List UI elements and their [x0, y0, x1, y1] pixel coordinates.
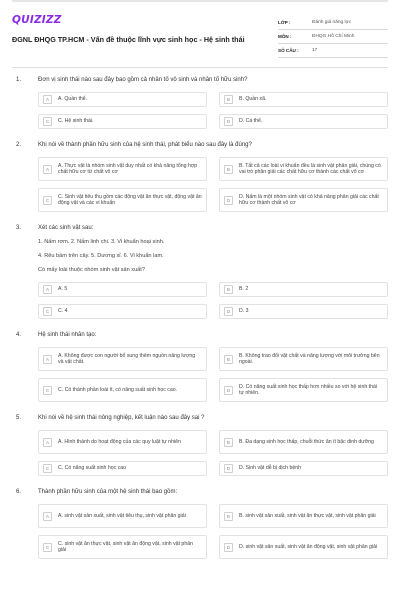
- option-grid: [16, 347, 388, 402]
- option-b[interactable]: [219, 282, 388, 297]
- question-5: [16, 414, 388, 476]
- option-letter-badge: D: [224, 117, 233, 126]
- meta-key: MÔN :: [278, 34, 292, 39]
- question-head: [16, 76, 388, 84]
- question-sub-line: 1. Nấm rơm. 2. Nấm linh chi. 3. Vi khuẩn hoại sinh.: [38, 239, 165, 245]
- question-number: 5.: [16, 415, 22, 421]
- option-letter-badge: A: [43, 438, 52, 447]
- meta-row-subject: [278, 30, 388, 44]
- option-b[interactable]: [219, 504, 388, 528]
- option-c[interactable]: [38, 378, 207, 402]
- option-letter-badge: C: [43, 196, 52, 205]
- question-head: [16, 331, 388, 339]
- option-c[interactable]: [38, 461, 207, 476]
- question-text: Khi nói về hệ sinh thái nông nghiệp, kết luận nào sau đây sai ?: [38, 415, 205, 421]
- option-text: B. Không trao đổi vật chất và năng lượng với môi trường bên ngoài.: [239, 352, 380, 365]
- option-letter-badge: A: [43, 95, 52, 104]
- option-text: C. Hệ sinh thái.: [58, 118, 94, 125]
- option-letter-badge: C: [43, 464, 52, 473]
- question-number: 4.: [16, 332, 22, 338]
- meta-row-question-count: [278, 44, 388, 58]
- option-b[interactable]: [219, 347, 388, 371]
- question-head: [16, 488, 388, 496]
- question-6: [16, 488, 388, 559]
- option-letter-badge: B: [224, 512, 233, 521]
- option-text: C. sinh vật ăn thực vật, sinh vật ăn động vật, sinh vật phân giải: [58, 540, 193, 553]
- option-c[interactable]: [38, 188, 207, 212]
- option-d[interactable]: [219, 535, 388, 559]
- option-c[interactable]: [38, 304, 207, 319]
- option-text: D. Sinh vật dễ bị dịch bệnh: [239, 465, 302, 472]
- option-text: A. sinh vật sản xuất, sinh vật tiêu thụ, sinh vật phân giải: [58, 512, 186, 519]
- option-text: B. Tất cả các loài vi khuẩn đều là sinh vật phân giải, chúng có vai trò phân giải các chất hữu cơ thành các chất vô cơ: [239, 162, 381, 175]
- question-number: 6.: [16, 489, 22, 495]
- option-text: D. Có năng suất sinh học thấp hơn nhiều so với hệ sinh thái tự nhiên.: [239, 383, 378, 396]
- question-text: Đơn vị sinh thái nào sau đây bao gồm cả nhân tố vô sinh và nhân tố hữu sinh?: [38, 77, 248, 83]
- meta-value: ĐHQG Hồ Chí Minh: [312, 34, 355, 39]
- option-grid: [16, 430, 388, 476]
- option-b[interactable]: [219, 92, 388, 107]
- option-text: B. 2: [239, 286, 249, 293]
- quizizz-logo: QUIZIZZ: [12, 14, 62, 26]
- option-letter-badge: D: [224, 464, 233, 473]
- option-letter-badge: A: [43, 355, 52, 364]
- question-head: [16, 414, 388, 422]
- option-letter-badge: B: [224, 355, 233, 364]
- question-number: 3.: [16, 225, 22, 231]
- option-text: A. 5: [58, 286, 68, 293]
- option-text: A. Không được con người bổ sung thêm nguồn năng lượng và vật chất.: [58, 352, 196, 365]
- option-grid: [16, 504, 388, 559]
- option-letter-badge: B: [224, 285, 233, 294]
- question-text: Hệ sinh thái nhân tạo:: [38, 332, 97, 338]
- question-1: [16, 76, 388, 129]
- option-d[interactable]: [219, 188, 388, 212]
- meta-value: Đánh giá năng lực: [312, 20, 352, 25]
- question-text: Thành phần hữu sinh của một hệ sinh thái bao gồm:: [38, 489, 178, 495]
- option-letter-badge: A: [43, 285, 52, 294]
- question-number: 1.: [16, 77, 22, 83]
- option-letter-badge: B: [224, 165, 233, 174]
- question-head: [16, 141, 388, 149]
- option-grid: [16, 157, 388, 212]
- option-letter-badge: A: [43, 165, 52, 174]
- option-text: A. Thực vật là nhóm sinh vật duy nhất có khả năng tổng hợp chất hữu cơ từ chất vô cơ: [58, 162, 198, 175]
- option-d[interactable]: [219, 304, 388, 319]
- question-number: 2.: [16, 142, 22, 148]
- option-text: B. Quần xã.: [239, 96, 267, 103]
- option-grid: [16, 92, 388, 129]
- option-text: D. 3: [239, 308, 249, 315]
- question-sub-line: 4. Rêu bám trên cây. 5. Dương xỉ. 6. Vi khuẩn lam.: [38, 253, 164, 259]
- option-grid: [16, 282, 388, 319]
- worksheet-header: [12, 2, 388, 68]
- option-text: D. Nấm là một nhóm sinh vật có khả năng phân giải các chất hữu cơ thành chất vô cơ: [239, 193, 379, 206]
- brand-block: [12, 11, 245, 67]
- option-a[interactable]: [38, 157, 207, 181]
- option-letter-badge: C: [43, 307, 52, 316]
- option-letter-badge: D: [224, 386, 233, 395]
- question-list: [12, 68, 388, 559]
- option-text: B. sinh vật sản xuất, sinh vật ăn thực vật, sinh vật phân giải: [239, 512, 376, 519]
- option-letter-badge: C: [43, 386, 52, 395]
- meta-key: SỐ CÂU :: [278, 48, 299, 53]
- option-text: C. Sinh vật tiêu thụ gồm các động vật ăn thực vật, động vật ăn động vật và các vi khuẩn: [58, 193, 202, 206]
- option-c[interactable]: [38, 535, 207, 559]
- option-text: D. sinh vật sản xuất, sinh vật ăn động vật, sinh vật phân giải: [239, 543, 378, 550]
- option-letter-badge: B: [224, 95, 233, 104]
- meta-table: [278, 16, 388, 67]
- question-sub-line: Có mấy loài thuộc nhóm sinh vật sản xuất?: [38, 267, 145, 273]
- option-a[interactable]: [38, 430, 207, 454]
- option-letter-badge: D: [224, 307, 233, 316]
- option-letter-badge: C: [43, 543, 52, 552]
- question-4: [16, 331, 388, 402]
- option-letter-badge: A: [43, 512, 52, 521]
- option-d[interactable]: [219, 114, 388, 129]
- option-a[interactable]: [38, 92, 207, 107]
- question-text: Xét các sinh vật sau:: [38, 225, 94, 231]
- meta-value: 17: [312, 48, 318, 53]
- option-letter-badge: D: [224, 196, 233, 205]
- question-text: Khi nói về thành phần hữu sinh của hệ sinh thái, phát biểu nào sau đây là đúng?: [38, 142, 252, 148]
- option-text: C. Có thành phần loài ít, có năng suất sinh học cao.: [58, 386, 178, 393]
- question-2: [16, 141, 388, 212]
- option-text: D. Cá thể.: [239, 118, 263, 125]
- question-3: [16, 224, 388, 319]
- option-a[interactable]: [38, 347, 207, 371]
- question-head: [16, 224, 388, 232]
- option-letter-badge: B: [224, 438, 233, 447]
- option-b[interactable]: [219, 430, 388, 454]
- option-d[interactable]: [219, 461, 388, 476]
- document-title: ĐGNL ĐHQG TP.HCM - Vấn đề thuộc lĩnh vực sinh học - Hệ sinh thái: [12, 35, 245, 44]
- option-a[interactable]: [38, 282, 207, 297]
- option-c[interactable]: [38, 114, 207, 129]
- meta-key: LỚP :: [278, 20, 291, 25]
- option-letter-badge: D: [224, 543, 233, 552]
- meta-row-class: [278, 16, 388, 30]
- option-d[interactable]: [219, 378, 388, 402]
- option-letter-badge: C: [43, 117, 52, 126]
- option-text: C. 4: [58, 308, 68, 315]
- option-text: C. Có năng suất sinh học cao: [58, 465, 127, 472]
- option-b[interactable]: [219, 157, 388, 181]
- option-text: B. Đa dạng sinh học thấp, chuỗi thức ăn ít bậc dinh dưỡng: [239, 438, 374, 445]
- option-text: A. Hình thành do hoạt động của các quy luật tự nhiên: [58, 438, 181, 445]
- option-text: A. Quần thể.: [58, 96, 88, 103]
- option-a[interactable]: [38, 504, 207, 528]
